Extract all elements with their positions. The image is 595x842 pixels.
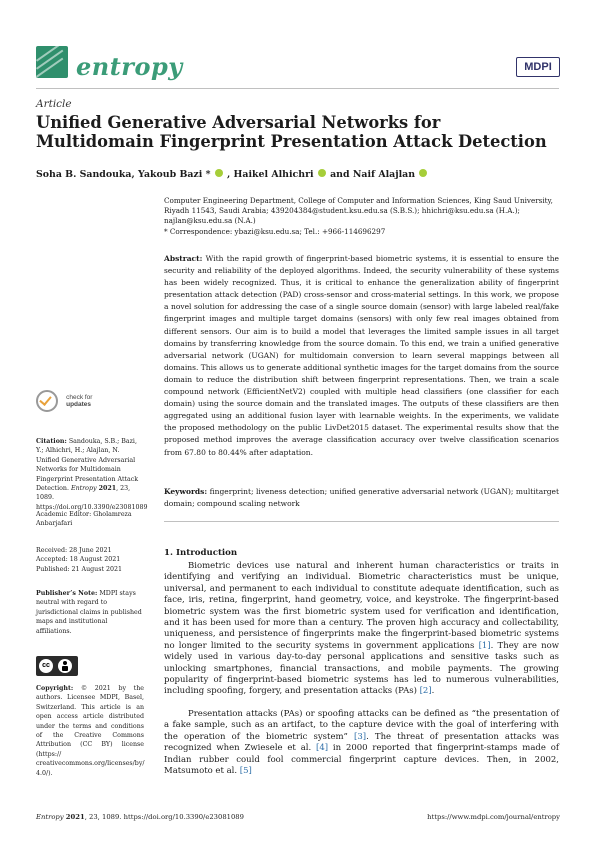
affiliation-line: Riyadh 11543, Saudi Arabia; 439204384@student.ksu.edu.sa (S.B.S.); hhichri@ksu.edu.sa (H.A.);	[164, 206, 520, 216]
check-updates-label	[66, 394, 92, 408]
citation-link[interactable]: [3]	[354, 731, 367, 742]
copyright-notice	[36, 684, 144, 778]
author-2: Yakoub Bazi *	[138, 169, 211, 180]
publisher-note-text: MDPI stays neutral with regard to jurisdictional claims in published maps and institutional affiliations.	[36, 590, 142, 635]
paragraph-text: in 2000 reported that fingerprint-stamps made of Indian rubber could fool commercial fingerprint capture devices. Then, in 2002, Matsumoto et al.	[164, 743, 560, 777]
orcid-icon[interactable]	[215, 169, 223, 177]
paragraph-text: . They are now widely used in various day-to-day personal applications and sensitive tasks such as unlocking smartphones, financial transactions, and mobile payments. The growing popularity of fingerprint-based biometric systems has led to numerous vulnerabilities, including spoofing, forgery, and presentation attacks (PAs)	[164, 640, 559, 697]
citation-link[interactable]: [2]	[419, 686, 432, 697]
check-updates-line: updates	[66, 401, 92, 408]
paragraph-text: . The threat of presentation attacks was recognized when Zwiesele et al.	[164, 731, 560, 754]
footer-journal: Entropy	[36, 813, 64, 821]
by-icon	[58, 659, 72, 673]
abstract-text: With the rapid growth of fingerprint-based biometric systems, it is essential to ensure the security and reliability of the deployed algorithms. Indeed, the security vulnerability of these systems has been widely recognized. Thus, it is critical to enhance the generalization ability of fingerprint presentation attack detection (PAD) cross-sensor and cross-material settings. In this work, we propose a novel solution for addressing the case of a single source domain (sensor) with large labeled real/fake fingerprint images and multiple target domains (sensors) with only few real images obtained from different sensors. Our aim is to build a model that leverages the limited sample issues in all target domains by transferring knowledge from the source domain. To this end, we train a unified generative adversarial network (UGAN) for multidomain conversion to learn several mappings between all domains. This allows us to generate additional synthetic images for the target domains from the source domain to reduce the distribution shift between fingerprint representations. Then, we train a scale compound network (EfficientNetV2) coupled with multiple head classifiers (one classifier for each domain) using the source domain and the translated images. The outputs of these classifiers are then aggregated using an additional fusion layer with learnable weights. In the experiments, we validate the proposed methodology on the public LivDet2015 dataset. The experimental results show that the proposed method improves the average classification accuracy over twelve classification scenarios from 67.80 to 80.44% after adaptation.	[164, 254, 559, 457]
paragraph-text: Presentation attacks (PAs) or spoofing attacks can be defined as “the presentation of a fake sample, such as an artifact, to the capture device with the goal of interfering with the operation of the biometric system”	[164, 709, 559, 742]
author-list	[36, 169, 428, 180]
intro-paragraph-2	[164, 709, 559, 777]
publisher-logo[interactable]: MDPI	[516, 57, 560, 77]
affiliation-line: najlan@ksu.edu.sa (N.A.)	[164, 216, 256, 226]
citation-doi[interactable]: , 23, 1089. https://doi.org/10.3390/e23081089	[36, 485, 148, 511]
citation-label: Citation:	[36, 438, 67, 445]
article-type: Article	[36, 98, 72, 110]
check-updates-line: check for	[66, 394, 93, 401]
cc-by-license-icon[interactable]	[36, 656, 78, 676]
citation-link[interactable]: [1]	[478, 640, 491, 651]
article-title: Unified Generative Adversarial Networks for Multidomain Fingerprint Presentation Attack Detection	[36, 113, 547, 151]
keywords	[164, 486, 559, 510]
cc-icon: cc	[39, 659, 53, 673]
footer-year: 2021	[65, 813, 85, 821]
affiliation-line: Computer Engineering Department, College of Computer and Information Sciences, King Saud University,	[164, 196, 553, 205]
journal-name: entropy	[76, 52, 183, 81]
orcid-icon[interactable]	[419, 169, 427, 177]
received-date: Received: 28 June 2021	[36, 547, 112, 554]
keywords-label: Keywords:	[164, 487, 208, 496]
copyright-label: Copyright:	[36, 685, 74, 692]
affiliation	[164, 196, 559, 237]
paragraph-text: Biometric devices use natural and inherent human characteristics or traits in identifying and verifying an individual. Biometric characteristics must be unique, universal, and permanent to each individual to constitute adequate identification, such as face, iris, retina, fingerprint, hand geometry, voice, and keystroke. The fingerprint-based biometric system was the first biometric system used for verification and identification, and it has been used for more than a century. The proven high accuracy and collectability, uniqueness, and persistence of fingerprints make the fingerprint-based biometric systems no longer limited to the security systems in government applications	[164, 561, 559, 651]
citation-journal: Entropy	[70, 485, 97, 493]
intro-paragraph-1	[164, 561, 559, 698]
keywords-divider	[164, 521, 559, 522]
orcid-icon[interactable]	[318, 169, 326, 177]
correspondence: * Correspondence: ybazi@ksu.edu.sa; Tel.: +966-114696297	[164, 226, 386, 236]
published-date: Published: 21 August 2021	[36, 565, 123, 573]
paragraph-text: .	[431, 686, 435, 697]
citation-block	[36, 437, 148, 512]
author-3: , Haikel Alhichri	[227, 169, 314, 180]
publisher-note	[36, 589, 144, 636]
academic-editor: Academic Editor: Gholamreza Anbarjafari	[36, 511, 132, 528]
abstract-label: Abstract:	[164, 254, 203, 263]
journal-logo	[36, 46, 68, 78]
footer-citation	[36, 813, 244, 821]
citation-link[interactable]: [4]	[316, 743, 329, 754]
keywords-text: fingerprint; liveness detection; unified generative adversarial network (UGAN); multitarget domain; compound scaling network	[164, 487, 560, 508]
citation-year: 2021	[98, 485, 117, 493]
footer-journal-url[interactable]: https://www.mdpi.com/journal/entropy	[427, 813, 560, 821]
check-for-updates-badge[interactable]	[36, 390, 106, 412]
author-4: and Naif Alajlan	[330, 169, 416, 180]
header-divider	[36, 88, 559, 89]
abstract	[164, 253, 559, 459]
section-heading: 1. Introduction	[164, 548, 238, 558]
check-updates-icon	[36, 390, 58, 412]
accepted-date: Accepted: 18 August 2021	[36, 556, 121, 564]
copyright-text: © 2021 by the authors. Licensee MDPI, Basel, Switzerland. This article is an open access article distributed under the terms and conditions of the Creative Commons Attribution (CC BY) license (https:// creativecommons.org/licenses/by/ 4.0/).	[36, 685, 145, 777]
publisher-note-label: Publisher’s Note:	[36, 590, 98, 597]
citation-text: Sandouka, S.B.; Bazi, Y.; Alhichri, H.; Alajlan, N. Unified Generative Adversarial Networks for Multidomain Fingerprint Presentation Attack Detection.	[36, 438, 139, 493]
footer-doi[interactable]: , 23, 1089. https://doi.org/10.3390/e23081089	[84, 813, 244, 821]
publication-dates	[36, 546, 144, 574]
author-1: Soha B. Sandouka,	[36, 169, 135, 180]
citation-link[interactable]: [5]	[239, 766, 252, 777]
